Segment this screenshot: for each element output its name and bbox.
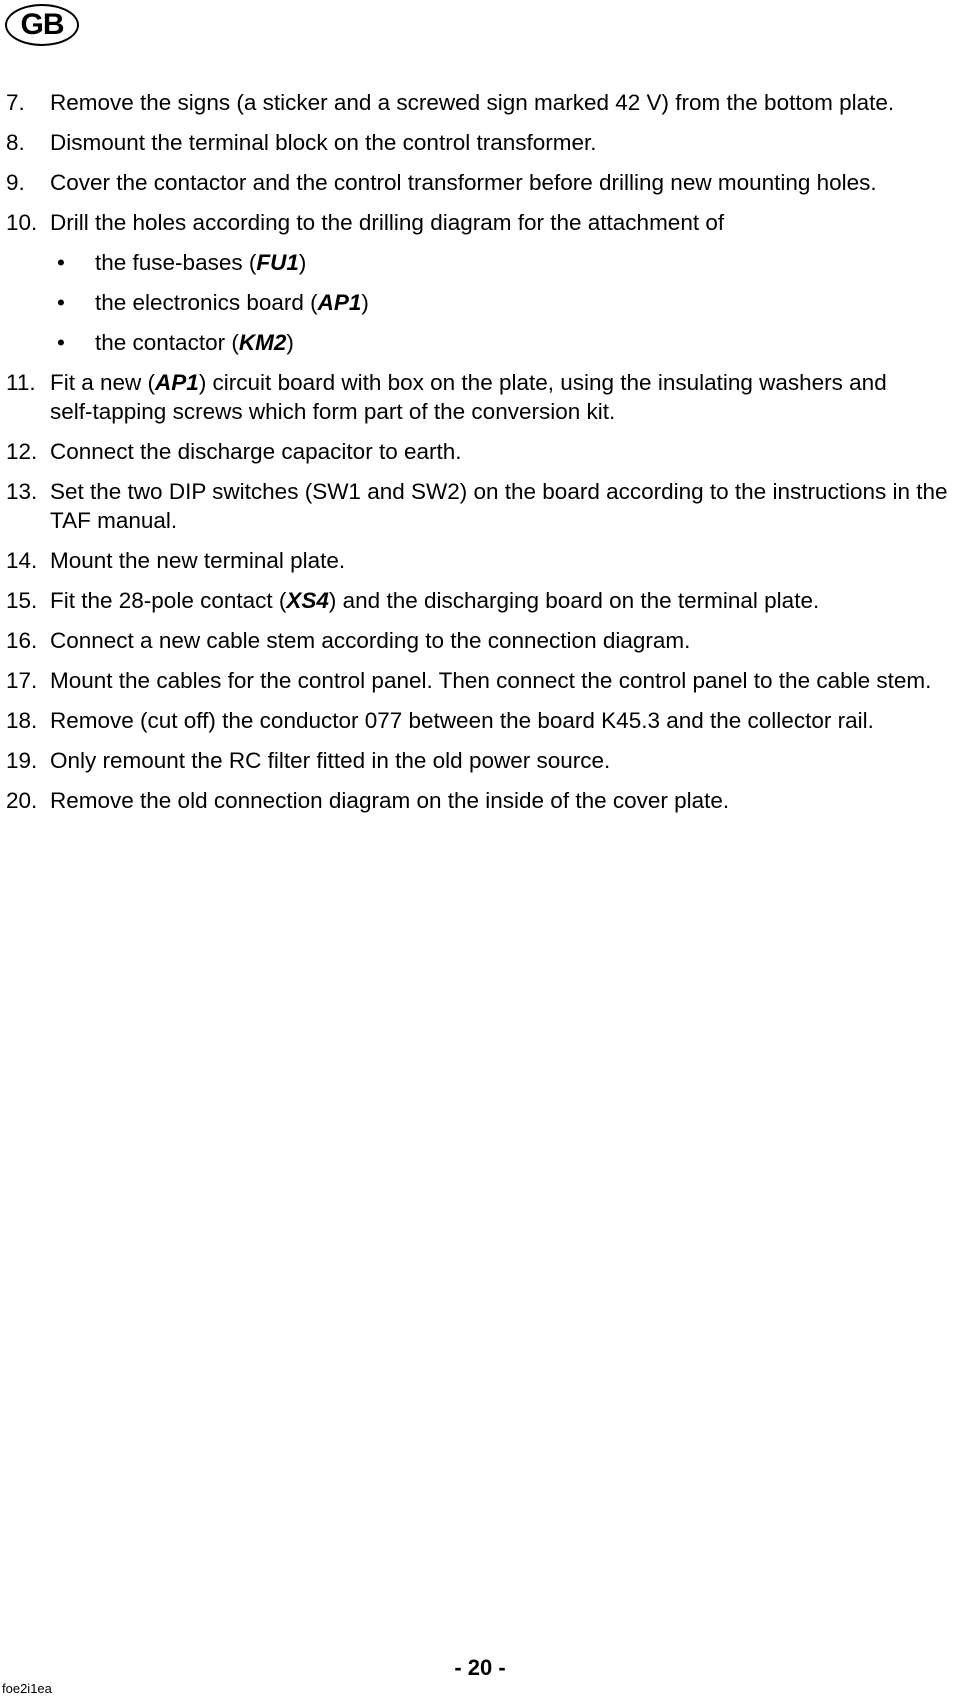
component-code: KM2: [238, 330, 287, 355]
step-item: [0, 437, 960, 466]
step-text: [50, 437, 960, 466]
text-segment: the electronics board (: [95, 290, 318, 315]
step-number: 13.: [6, 479, 38, 504]
step-item: [0, 546, 960, 575]
text-segment: ): [286, 330, 294, 355]
step-item: [0, 168, 960, 197]
text-segment: Set the two DIP switches (SW1 and SW2) on the board according to the instructions in the TAF manual.: [50, 479, 948, 533]
bullet-item: [0, 248, 960, 277]
text-segment: Fit the 28‑pole contact (: [50, 588, 287, 613]
text-segment: ) circuit board with box on the plate, using the insulating washers and self‑tapping screws which form part of the conversion kit.: [50, 370, 887, 424]
component-code: FU1: [256, 250, 299, 275]
step-text: [50, 477, 960, 535]
bullet-text: [95, 288, 960, 317]
text-segment: ) and the discharging board on the terminal plate.: [328, 588, 820, 613]
text-segment: Drill the holes according to the drilling diagram for the attachment of: [50, 210, 725, 235]
step-item: [0, 786, 960, 815]
step-text: [50, 128, 960, 157]
step-text: [50, 666, 960, 695]
step-text: [50, 368, 960, 426]
step-item: [0, 88, 960, 117]
component-code: AP1: [155, 370, 199, 395]
bullet-item: [0, 288, 960, 317]
step-number: 17.: [6, 668, 38, 693]
step-number: 12.: [6, 439, 38, 464]
bullet-icon: •: [57, 330, 65, 355]
step-text: [50, 746, 960, 775]
step-item: [0, 368, 960, 426]
step-number: 19.: [6, 748, 38, 773]
document-code: foe2i1ea: [2, 1681, 52, 1696]
text-segment: Connect the discharge capacitor to earth.: [50, 439, 462, 464]
text-segment: Cover the contactor and the control transformer before drilling new mounting holes.: [50, 170, 877, 195]
step-text: [50, 786, 960, 815]
step-item: [0, 477, 960, 535]
step-item: [0, 128, 960, 157]
step-number: 11.: [6, 370, 36, 395]
text-segment: Only remount the RC filter fitted in the old power source.: [50, 748, 611, 773]
text-segment: Mount the cables for the control panel. Then connect the control panel to the cable stem.: [50, 668, 932, 693]
step-number: 9.: [6, 170, 25, 195]
bullet-text: [95, 328, 960, 357]
text-segment: ): [298, 250, 307, 275]
step-text: [50, 586, 960, 615]
text-segment: Remove the old connection diagram on the inside of the cover plate.: [50, 788, 730, 813]
step-item: [0, 706, 960, 735]
language-badge: GB: [5, 4, 79, 46]
step-item: [0, 746, 960, 775]
text-segment: Remove (cut off) the conductor 077 between the board K45.3 and the collector rail.: [50, 708, 874, 733]
page-number: ‑ 20 ‑: [454, 1655, 506, 1680]
text-segment: the contactor (: [95, 330, 239, 355]
step-number: 15.: [6, 588, 38, 613]
step-number: 20.: [6, 788, 38, 813]
step-item: [0, 626, 960, 655]
component-code: AP1: [317, 290, 362, 315]
step-text: [50, 208, 960, 237]
text-segment: Dismount the terminal block on the control transformer.: [50, 130, 597, 155]
step-number: 14.: [6, 548, 38, 573]
step-text: [50, 626, 960, 655]
bullet-text: [95, 248, 960, 277]
component-code: XS4: [286, 588, 329, 613]
step-text: [50, 88, 960, 117]
step-number: 10.: [6, 210, 38, 235]
step-text: [50, 546, 960, 575]
step-text: [50, 168, 960, 197]
text-segment: Mount the new terminal plate.: [50, 548, 346, 573]
instruction-list: [0, 88, 960, 826]
step-text: [50, 706, 960, 735]
text-segment: Remove the signs (a sticker and a screwed sign marked 42 V) from the bottom plate.: [50, 90, 895, 115]
bullet-icon: •: [57, 290, 65, 315]
text-segment: the fuse‑bases (: [95, 250, 257, 275]
step-item: [0, 586, 960, 615]
bullet-item: [0, 328, 960, 357]
text-segment: ): [361, 290, 369, 315]
step-number: 7.: [6, 90, 25, 115]
text-segment: Fit a new (: [50, 370, 156, 395]
bullet-icon: •: [57, 250, 65, 275]
step-item: [0, 208, 960, 237]
step-number: 8.: [6, 130, 25, 155]
step-item: [0, 666, 960, 695]
step-number: 18.: [6, 708, 38, 733]
text-segment: Connect a new cable stem according to the connection diagram.: [50, 628, 691, 653]
step-number: 16.: [6, 628, 38, 653]
